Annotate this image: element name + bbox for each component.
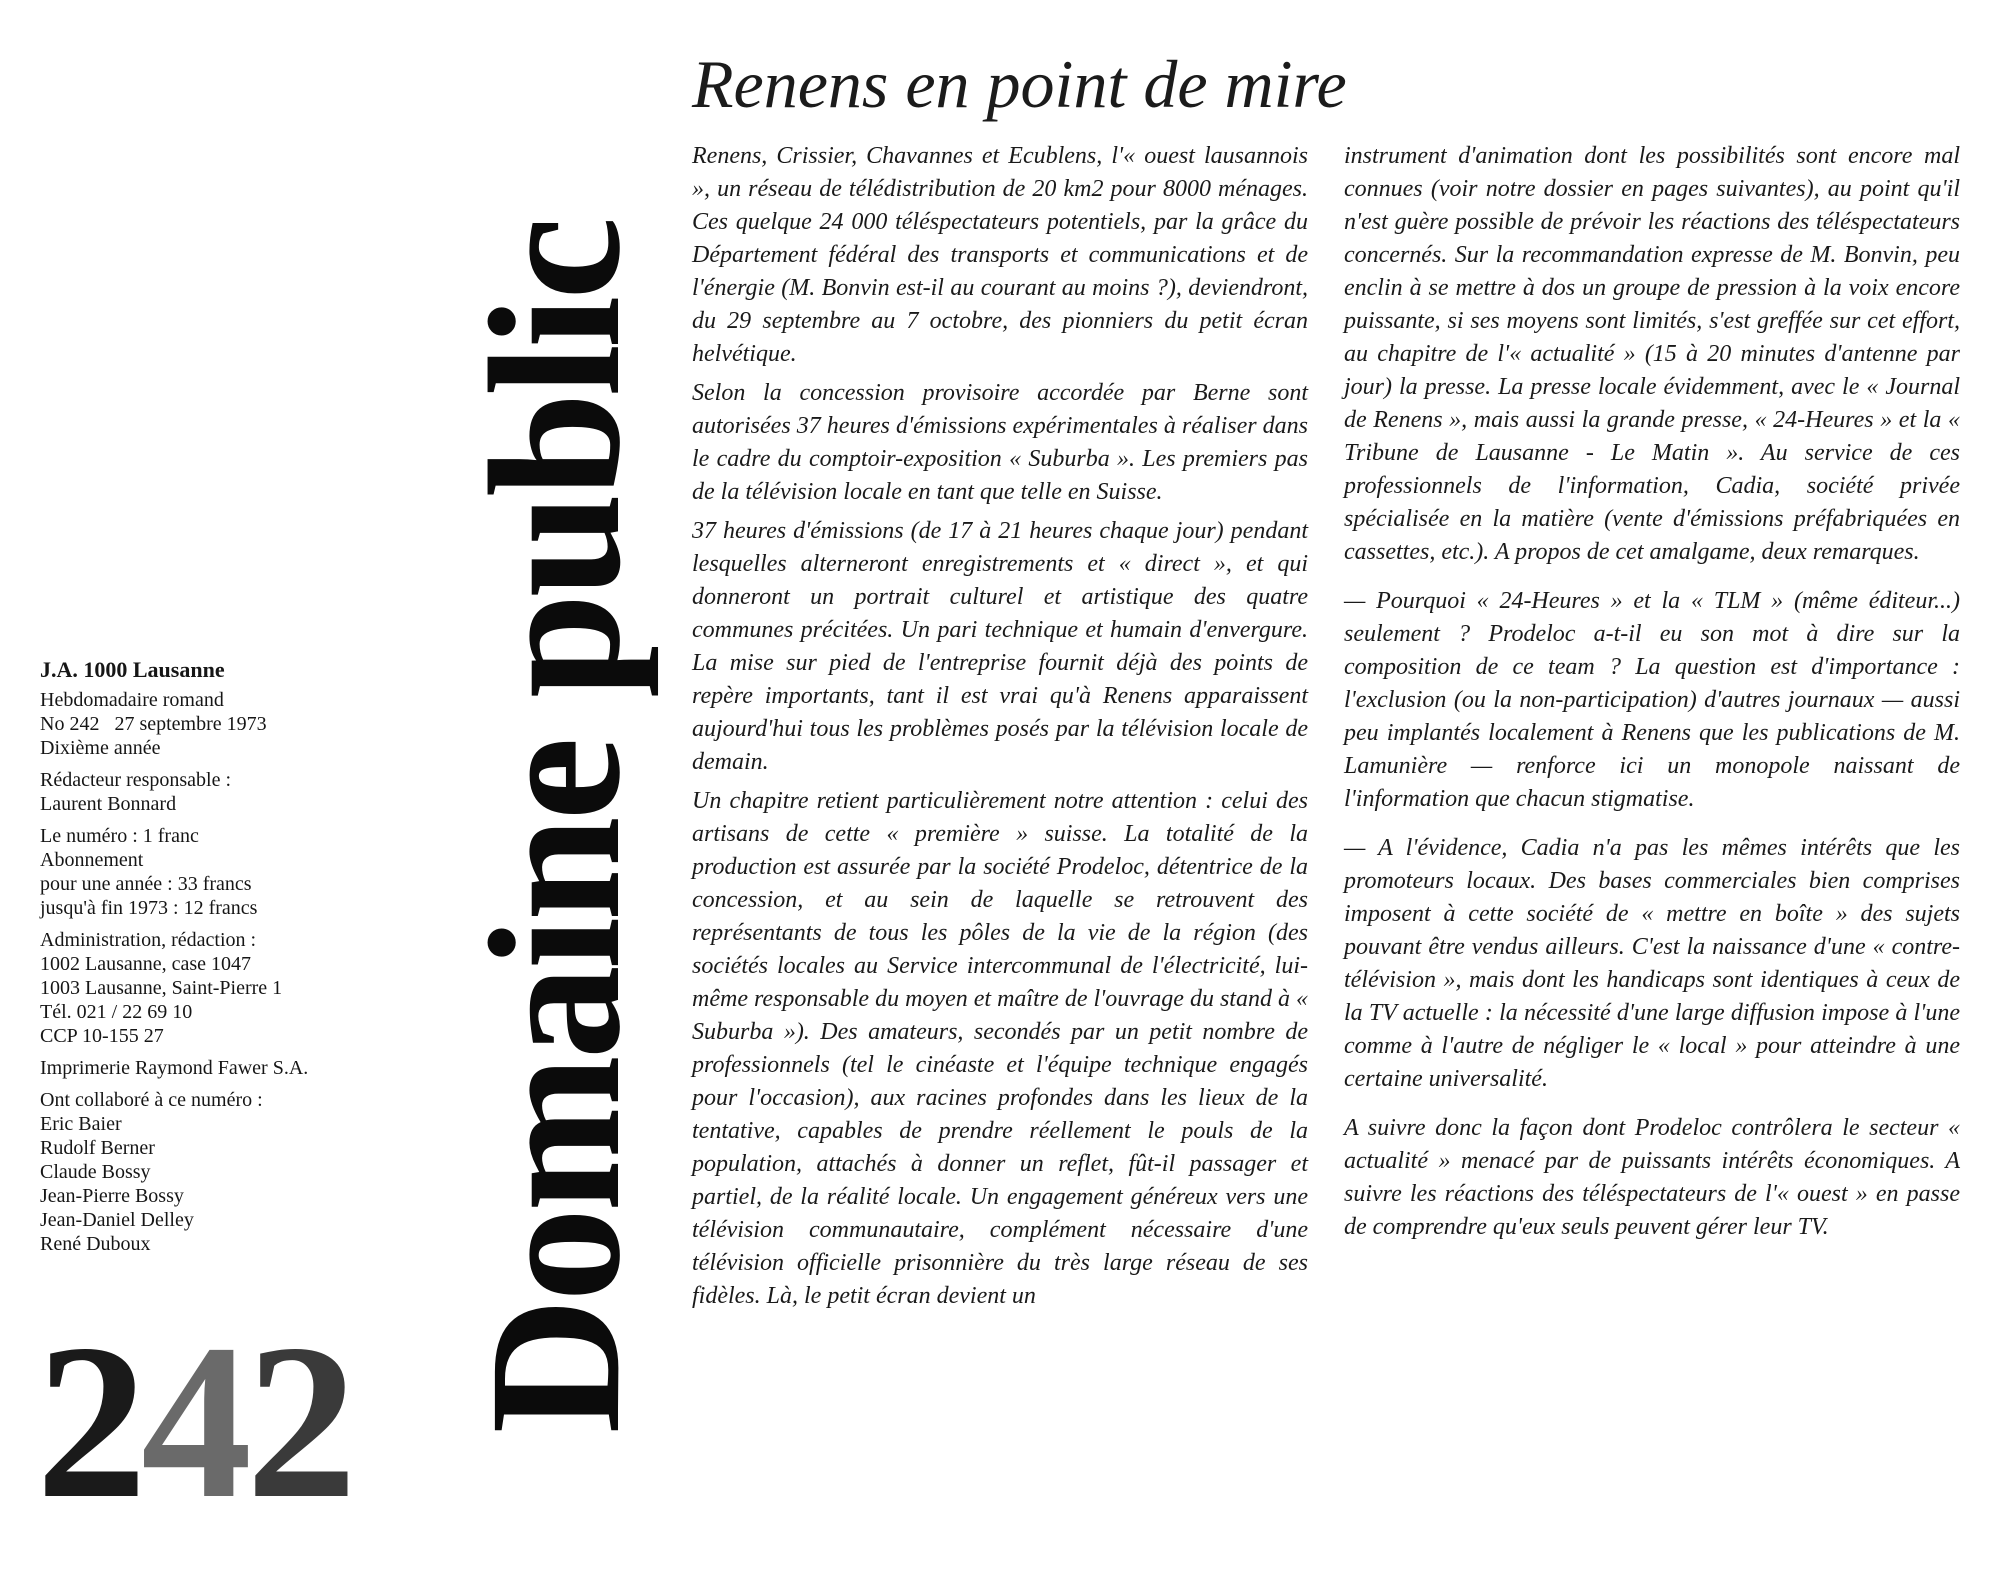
contributor-name: Eric Baier [40, 1113, 122, 1135]
masthead-area [440, 130, 670, 1525]
price-info [40, 824, 420, 920]
admin-info [40, 928, 420, 1048]
issue-digit: 4 [141, 1299, 246, 1545]
issue-date-line: No 242 27 septembre 1973 [40, 713, 267, 735]
phone-line: Tél. 021 / 22 69 10 [40, 1001, 193, 1023]
article-paragraph: Renens, Crissier, Chavannes et Ecublens, l'« ouest lausannois », un réseau de télédistribution de 20 km2 pour 8000 ménages. Ces quelque 24 000 téléspectateurs potentiels, par la grâce du Département fédéral des transports et communications et de l'énergie (M. Bonvin est-il au courant au moins ?), deviendront, du 29 septembre au 7 octobre, des pionniers du petit écran helvétique. [692, 143, 1308, 367]
info-line: Administration, rédaction : [40, 929, 257, 951]
article-column-2 [1344, 140, 1960, 1250]
printer-name: Imprimerie Raymond Fawer S.A. [40, 1057, 309, 1079]
editor-info [40, 768, 420, 816]
contributor-name: Rudolf Berner [40, 1137, 155, 1159]
contributor-name: Claude Bossy [40, 1161, 151, 1183]
info-line: 1003 Lausanne, Saint-Pierre 1 [40, 977, 283, 999]
contributor-name: Jean-Daniel Delley [40, 1209, 194, 1231]
publication-info [40, 658, 420, 1264]
info-line: Abonnement [40, 849, 144, 871]
article-headline: Renens en point de mire [692, 46, 1347, 122]
article-paragraph: Selon la concession provisoire accordée par Berne sont autorisées 37 heures d'émissions expérimentales à réaliser dans le cadre du comptoir-exposition « Suburba ». Les premiers pas de la télévision locale en tant que telle en Suisse. [692, 380, 1308, 505]
article-paragraph: — Pourquoi « 24-Heures » et la « TLM » (même éditeur...) seulement ? Prodeloc a-t-il eu son mot à dire sur la composition de ce team ? La question est d'importance : l'exclusion (ou la non-participation) d'autres journaux — aussi peu implantés localement à Renens que les publications de M. Lamunière — renforce ici un monopole naissant de l'information que chacun stigmatise. [1344, 588, 1960, 812]
contributors-block [40, 1088, 420, 1256]
contributor-name: René Duboux [40, 1233, 151, 1255]
article-paragraph: 37 heures d'émissions (de 17 à 21 heures chaque jour) pendant lesquelles alterneront enregistrements et « direct », et qui donneront un portrait culturel et artistique des quatre communes précitées. Un pari technique et humain d'envergure. La mise sur pied de l'entreprise fournit déjà des points de repère importants, tant il est vrai qu'à Renens apparaissent aujourd'hui tous les problèmes posés par la télévision locale de demain. [692, 518, 1308, 775]
editor-name: Laurent Bonnard [40, 793, 177, 815]
article-paragraph: — A l'évidence, Cadia n'a pas les mêmes intérêts que les promoteurs locaux. Des bases commerciales bien comprises imposent à cette société de « mettre en boîte » des sujets pouvant être vendus ailleurs. C'est la naissance d'une « contre-télévision », mais dont les handicaps sont identiques à ceux de la TV actuelle : la nécessité d'une large diffusion impose à l'une comme à l'autre de négliger le « local » pour atteindre à une certaine universalité. [1344, 835, 1960, 1092]
publication-details [40, 688, 420, 760]
info-line: Dixième année [40, 737, 161, 759]
ccp-line: CCP 10-155 27 [40, 1025, 164, 1047]
masthead-title: Domaine public [450, 220, 659, 1434]
article-paragraph: Un chapitre retient particulièrement notre attention : celui des artisans de cette « première » suisse. La totalité de la production est assurée par la société Prodeloc, détentrice de la concession, et au sein de laquelle se retrouvent des représentants de tous les pôles de la vie de la région (des sociétés locales au Service intercommunal de l'électricité, lui-même responsable du moyen et maître de l'ouvrage du stand à « Suburba »). Des amateurs, secondés par un petit nombre de professionnels (tel le cinéaste et l'équipe technique engagés pour l'occasion), aux racines profondes dans les lieux de la tentative, capables de prendre réellement le pouls de la population, attachés à donner un reflet, fût-il passager et partiel, de la réalité locale. Un engagement généreux vers une télévision communautaire, complément nécessaire d'une télévision officielle prisonnière du très large réseau de ses fidèles. Là, le petit écran devient un [692, 788, 1308, 1309]
postal-code-line: J.A. 1000 Lausanne [40, 657, 225, 682]
info-line: Le numéro : 1 franc [40, 825, 199, 847]
printer-info [40, 1056, 420, 1080]
info-line: pour une année : 33 francs [40, 873, 252, 895]
info-line: jusqu'à fin 1973 : 12 francs [40, 897, 258, 919]
info-line: Rédacteur responsable : [40, 769, 232, 791]
article-paragraph: A suivre donc la façon dont Prodeloc contrôlera le secteur « actualité » menacé par de puissants intérêts économiques. A suivre les réactions des téléspectateurs de l'« ouest » en passe de comprendre qu'eux seuls peuvent gérer leur TV. [1344, 1115, 1960, 1240]
info-line: Hebdomadaire romand [40, 689, 224, 711]
info-line: 1002 Lausanne, case 1047 [40, 953, 252, 975]
contributors-heading: Ont collaboré à ce numéro : [40, 1089, 263, 1111]
issue-digit: 2 [246, 1299, 351, 1545]
contributor-name: Jean-Pierre Bossy [40, 1185, 184, 1207]
article-paragraph: instrument d'animation dont les possibilités sont encore mal connues (voir notre dossier en pages suivantes), au point qu'il n'est guère possible de prévoir les réactions des téléspectateurs concernés. Sur la recommandation expresse de M. Bonvin, peu enclin à se mettre à dos un groupe de pression à la voix encore puissante, si ses moyens sont limités, s'est greffée sur cet effort, au chapitre de l'« actualité » (15 à 20 minutes d'antenne par jour) la presse. La presse locale évidemment, avec le « Journal de Renens », mais aussi la grande presse, « 24-Heures » et la « Tribune de Lausanne - Le Matin ». Au service de ces professionnels de l'information, Cadia, société privée spécialisée en la matière (vente d'émissions préfabriquées en cassettes, etc.). A propos de cet amalgame, deux remarques. [1344, 143, 1960, 565]
article-column-1 [692, 140, 1308, 1319]
issue-digit: 2 [36, 1299, 141, 1545]
issue-number [36, 1299, 396, 1545]
